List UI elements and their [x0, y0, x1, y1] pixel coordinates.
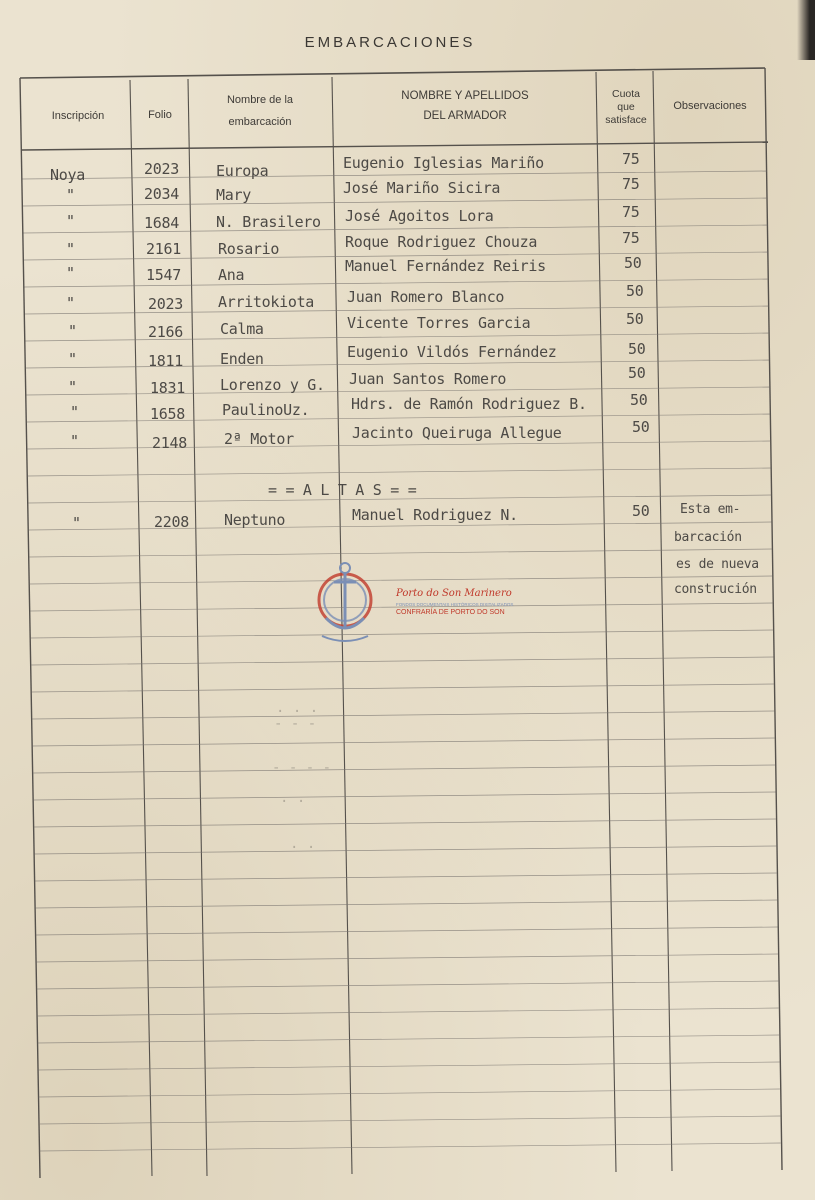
stamp-subtitle: FONDOS DOCUMENTAIS HISTÓRICOS DIXITALIZADOS	[396, 602, 514, 607]
cell-folio: 2034	[144, 185, 179, 203]
cell-cuota: 75	[622, 175, 640, 193]
page-title: EMBARCACIONES	[304, 34, 476, 51]
cell-armador: Eugenio Vildós Fernández	[347, 343, 557, 361]
observacion-line: es de nueva	[676, 557, 759, 572]
cell-cuota: 50	[626, 310, 644, 328]
cell-embarcacion: Rosario	[218, 240, 280, 258]
stamp-title: Porto do Son Marinero	[396, 588, 512, 599]
cell-folio: 1547	[146, 266, 181, 284]
cell-armador: Eugenio Iglesias Mariño	[343, 154, 544, 172]
bleed-through-mark: . .	[280, 790, 306, 806]
archive-stamp	[312, 556, 512, 646]
cell-cuota: 50	[632, 418, 650, 436]
cell-inscripcion: "	[66, 240, 75, 258]
header-cuota-1: Cuota	[611, 88, 641, 100]
cell-embarcacion: Neptuno	[224, 511, 286, 529]
cell-embarcacion: Europa	[216, 162, 269, 180]
cell-cuota: 50	[624, 254, 642, 272]
header-nombre-2: embarcación	[228, 116, 292, 128]
cell-armador: Juan Romero Blanco	[347, 288, 505, 306]
anchor-logo	[312, 556, 382, 646]
cell-inscripcion: "	[66, 294, 75, 312]
header-cuota-2: que	[617, 101, 635, 113]
cell-embarcacion: Lorenzo y G.	[220, 376, 325, 394]
cell-inscripcion: "	[66, 264, 75, 282]
cell-inscripcion: "	[66, 186, 75, 204]
cell-armador: Jacinto Queiruga Allegue	[352, 424, 562, 442]
cell-inscripcion: "	[70, 432, 79, 450]
cell-folio: 2023	[148, 295, 183, 313]
bleed-through-mark: - - - -	[272, 760, 332, 776]
cell-folio: 1811	[148, 352, 183, 370]
cell-folio: 1658	[150, 405, 185, 423]
cell-armador: Vicente Torres Garcia	[347, 314, 531, 332]
header-cuota-3: satisface	[605, 114, 647, 126]
cell-folio: 1684	[144, 214, 179, 232]
cell-armador: Hdrs. de Ramón Rodriguez B.	[351, 395, 587, 413]
cell-inscripcion: "	[66, 212, 75, 230]
cell-inscripcion: Noya	[50, 166, 85, 184]
cell-cuota: 50	[628, 340, 646, 358]
cell-armador: Manuel Rodriguez N.	[352, 506, 518, 524]
header-observaciones: Observaciones	[673, 100, 747, 112]
altas-heading: = = A L T A S = =	[268, 481, 417, 499]
cell-embarcacion: Mary	[216, 186, 251, 204]
observacion-line: barcación	[674, 530, 742, 545]
cell-folio: 2023	[144, 160, 179, 178]
cell-embarcacion: Ana	[218, 266, 245, 284]
cell-embarcacion: Arritokiota	[218, 293, 315, 311]
cell-cuota: 75	[622, 203, 640, 221]
header-folio: Folio	[148, 109, 172, 121]
cell-cuota: 50	[630, 391, 648, 409]
cell-cuota: 75	[622, 229, 640, 247]
cell-cuota: 50	[632, 502, 650, 520]
cell-embarcacion: PaulinoUz.	[222, 401, 310, 419]
cell-armador: Roque Rodriguez Chouza	[345, 233, 538, 251]
bleed-through-mark: . . .	[276, 700, 319, 716]
cell-folio: 2208	[154, 513, 189, 531]
cell-embarcacion: Calma	[220, 320, 264, 338]
cell-cuota: 75	[622, 150, 640, 168]
cell-cuota: 50	[626, 282, 644, 300]
cell-embarcacion: 2ª Motor	[224, 430, 294, 448]
cell-armador: Juan Santos Romero	[349, 370, 507, 388]
cell-folio: 2148	[152, 434, 187, 452]
cell-inscripcion: "	[68, 350, 77, 368]
cell-inscripcion: "	[68, 322, 77, 340]
bleed-through-mark: - - -	[274, 716, 317, 732]
cell-inscripcion: "	[72, 514, 81, 532]
cell-armador: José Mariño Sicira	[343, 179, 501, 197]
cell-folio: 2166	[148, 323, 183, 341]
bleed-through-mark: . .	[290, 836, 316, 852]
observacion-line: Esta em-	[680, 502, 741, 517]
ruled-line	[32, 684, 774, 692]
cell-folio: 1831	[150, 379, 185, 397]
cell-inscripcion: "	[68, 378, 77, 396]
cell-cuota: 50	[628, 364, 646, 382]
ruled-line	[32, 711, 774, 719]
header-armador-1: NOMBRE Y APELLIDOS	[401, 90, 529, 102]
header-inscripcion: Inscripción	[51, 110, 105, 122]
header-nombre-1: Nombre de la	[226, 94, 294, 106]
ruled-line	[40, 1143, 781, 1151]
cell-armador: Manuel Fernández Reiris	[345, 257, 546, 275]
cell-inscripcion: "	[70, 403, 79, 421]
ruled-line	[31, 657, 773, 665]
cell-embarcacion: Enden	[220, 350, 264, 368]
cell-folio: 2161	[146, 240, 181, 258]
observacion-line: construción	[674, 582, 757, 597]
cell-armador: José Agoitos Lora	[345, 207, 494, 225]
header-armador-2: DEL ARMADOR	[423, 110, 507, 122]
stamp-organization: CONFRARÍA DE PORTO DO SON	[396, 609, 505, 616]
ruled-line	[28, 468, 771, 476]
cell-embarcacion: N. Brasilero	[216, 213, 321, 231]
